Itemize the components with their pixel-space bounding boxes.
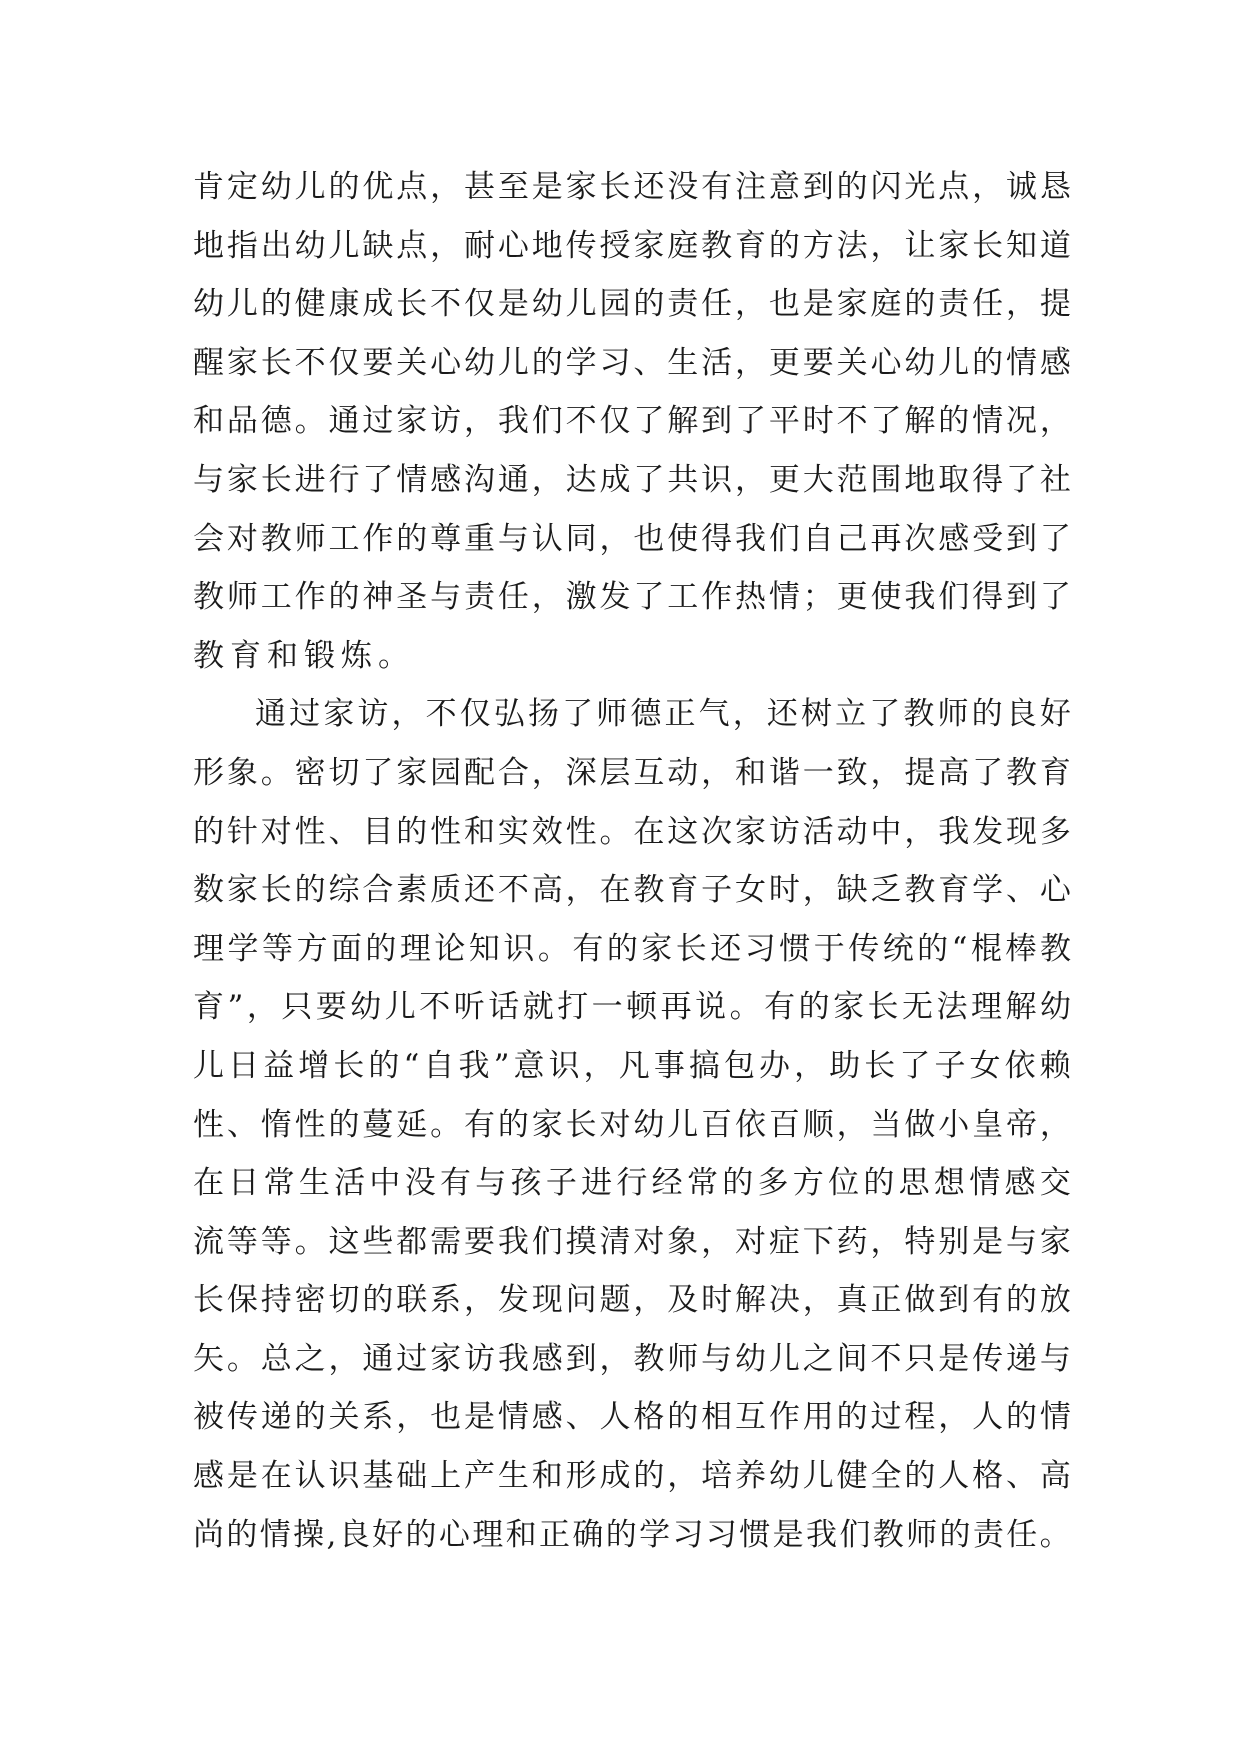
text-line: 地 指 出 幼 儿 缺 点 ， 耐 心 地 传 授 家 庭 教 育 的 方 法 ， 让 家 长 知 道 — [193, 227, 1071, 264]
text-line: 理 学 等 方 面 的 理 论 知 识 。 有 的 家 长 还 习 惯 于 传 统 的 “ 棍 棒 教 — [193, 930, 1071, 967]
text-line: 与 家 长 进 行 了 情 感 沟 通 ， 达 成 了 共 识 ， 更 大 范 围 地 取 得 了 社 — [193, 461, 1071, 498]
text-line: 幼 儿 的 健 康 成 长 不 仅 是 幼 儿 园 的 责 任 ， 也 是 家 庭 的 责 任 ， 提 — [193, 286, 1071, 323]
text-line: 性 、 惰 性 的 蔓 延 。 有 的 家 长 对 幼 儿 百 依 百 顺 ， 当 做 小 皇 帝 ， — [193, 1106, 1071, 1143]
text-line: 会 对 教 师 工 作 的 尊 重 与 认 同 ， 也 使 得 我 们 自 己 再 次 感 受 到 了 — [193, 520, 1071, 557]
text-line: 和 品 德 。 通 过 家 访 ， 我 们 不 仅 了 解 到 了 平 时 不 了 解 的 情 况 ， — [193, 403, 1071, 440]
text-line: 教 育 和 锻 炼 。 — [193, 637, 409, 674]
text-line: 的 针 对 性 、 目 的 性 和 实 效 性 。 在 这 次 家 访 活 动 中 ， 我 发 现 多 — [193, 813, 1071, 850]
text-line: 在 日 常 生 活 中 没 有 与 孩 子 进 行 经 常 的 多 方 位 的 思 想 情 感 交 — [193, 1165, 1071, 1202]
text-line: 感 是 在 认 识 基 础 上 产 生 和 形 成 的 ， 培 养 幼 儿 健 全 的 人 格 、 高 — [193, 1458, 1071, 1495]
text-line: 通 过 家 访 ， 不 仅 弘 扬 了 师 德 正 气 ， 还 树 立 了 教 师 的 良 好 — [255, 696, 1071, 733]
text-line: 长 保 持 密 切 的 联 系 ， 发 现 问 题 ， 及 时 解 决 ， 真 正 做 到 有 的 放 — [193, 1282, 1071, 1319]
text-line: 儿 日 益 增 长 的 “ 自 我 ” 意 识 ， 凡 事 搞 包 办 ， 助 长 了 子 女 依 赖 — [193, 1047, 1071, 1084]
text-line: 育 ” ， 只 要 幼 儿 不 听 话 就 打 一 顿 再 说 。 有 的 家 长 无 法 理 解 幼 — [193, 989, 1071, 1026]
text-line: 流 等 等 。 这 些 都 需 要 我 们 摸 清 对 象 ， 对 症 下 药 ， 特 别 是 与 家 — [193, 1223, 1071, 1260]
text-line: 尚 的 情 操 , 良 好 的 心 理 和 正 确 的 学 习 习 惯 是 我 们 教 师 的 责 任 。 — [193, 1516, 1071, 1553]
text-line: 醒 家 长 不 仅 要 关 心 幼 儿 的 学 习 、 生 活 ， 更 要 关 心 幼 儿 的 情 感 — [193, 344, 1071, 381]
text-line: 教 师 工 作 的 神 圣 与 责 任 ， 激 发 了 工 作 热 情 ； 更 使 我 们 得 到 了 — [193, 579, 1071, 616]
body-text — [193, 158, 1071, 1564]
text-line: 矢 。 总 之 ， 通 过 家 访 我 感 到 ， 教 师 与 幼 儿 之 间 不 只 是 传 递 与 — [193, 1340, 1071, 1377]
text-line: 被 传 递 的 关 系 ， 也 是 情 感 、 人 格 的 相 互 作 用 的 过 程 ， 人 的 情 — [193, 1399, 1071, 1436]
text-line: 形 象 。 密 切 了 家 园 配 合 ， 深 层 互 动 ， 和 谐 一 致 ， 提 高 了 教 育 — [193, 754, 1071, 791]
text-line: 肯 定 幼 儿 的 优 点 ， 甚 至 是 家 长 还 没 有 注 意 到 的 闪 光 点 ， 诚 恳 — [193, 169, 1071, 205]
text-line: 数 家 长 的 综 合 素 质 还 不 高 ， 在 教 育 子 女 时 ， 缺 乏 教 育 学 、 心 — [193, 872, 1071, 909]
